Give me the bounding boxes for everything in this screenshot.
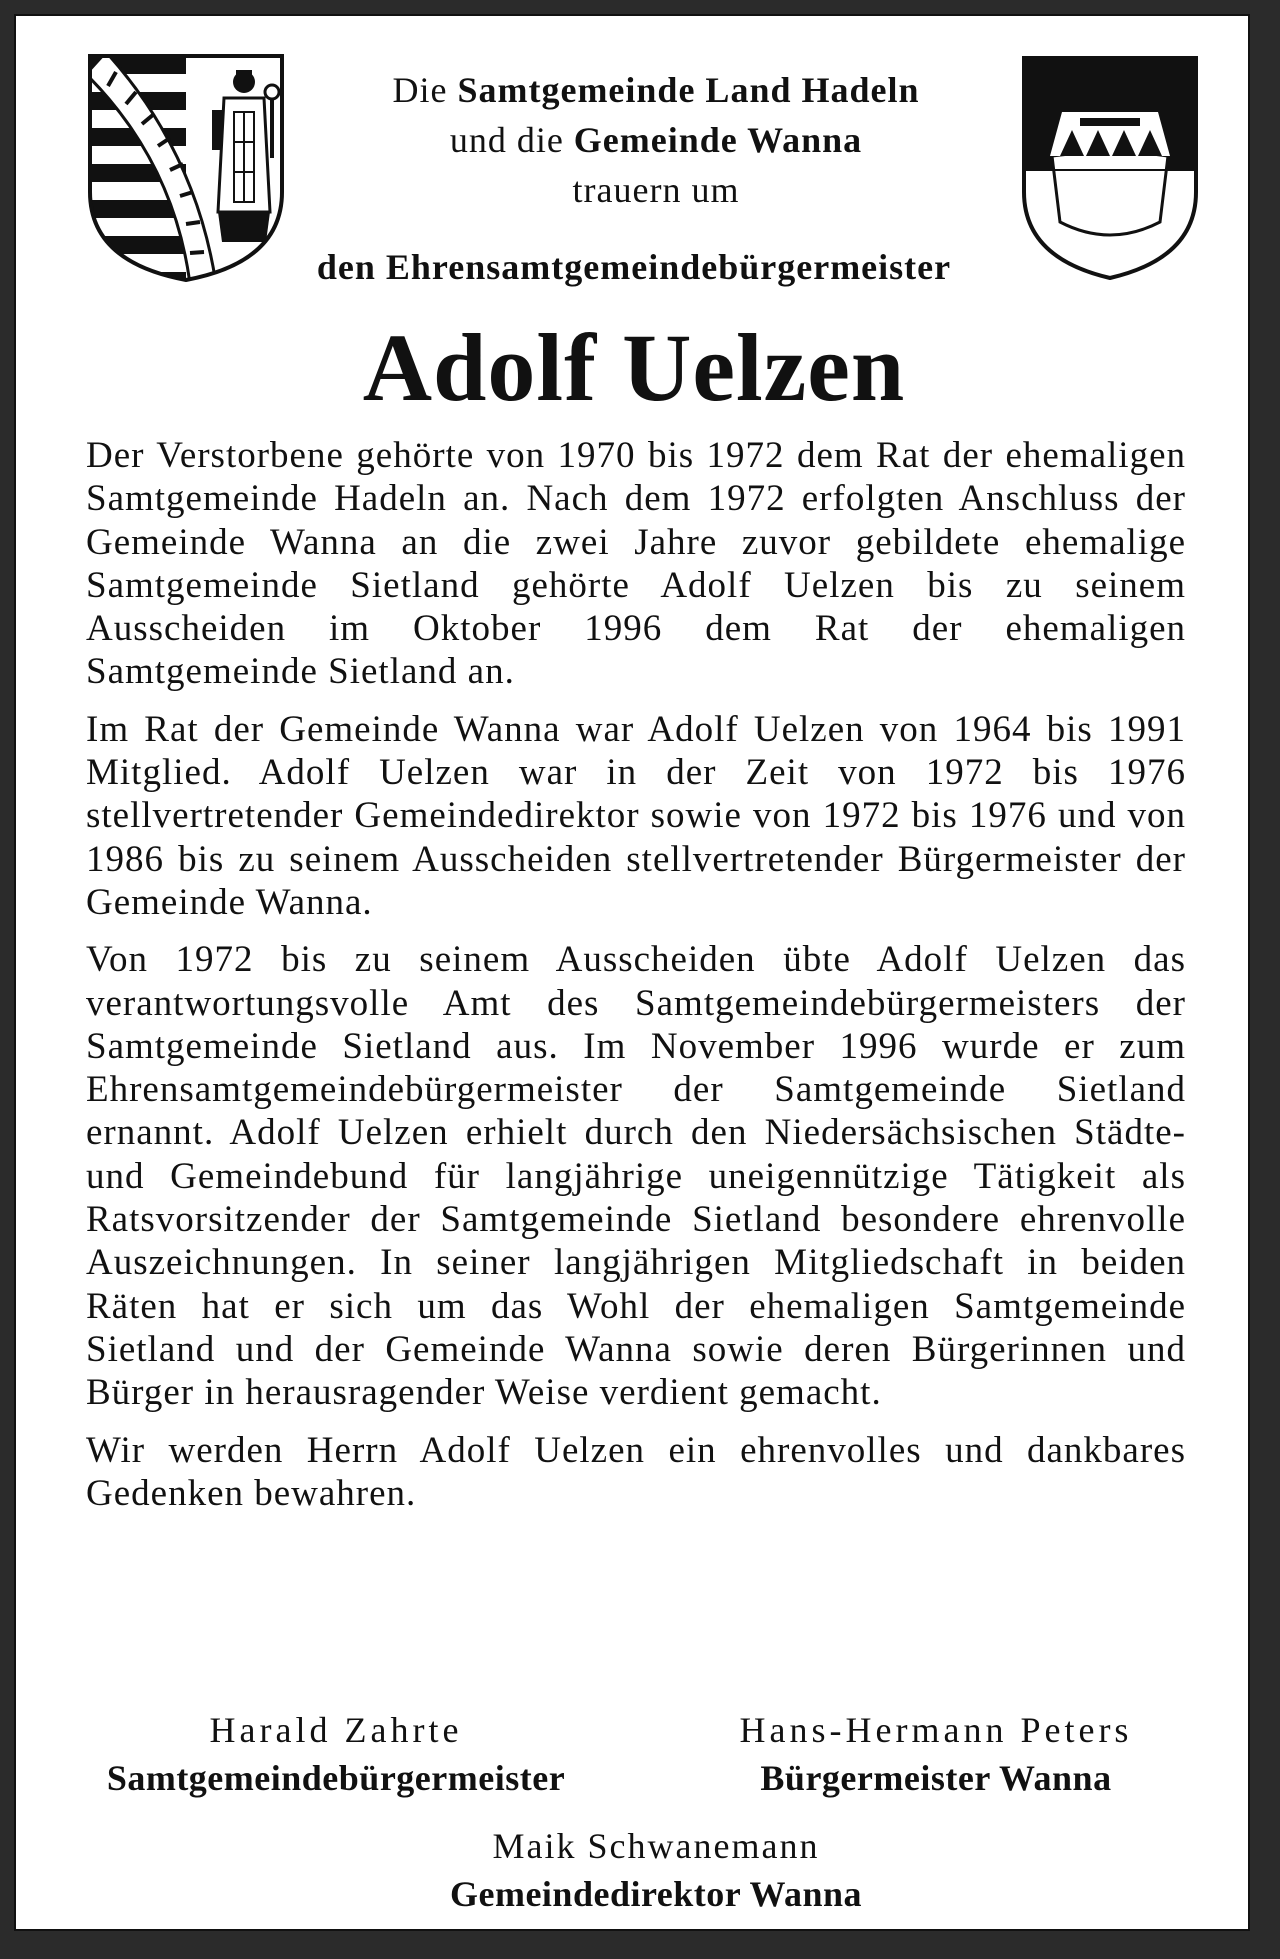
- header-line-3: trauern um: [572, 170, 740, 210]
- obituary-body: [86, 434, 1186, 1529]
- signature-block: [356, 1822, 956, 1918]
- signature-block: [656, 1706, 1216, 1802]
- paragraph: Der Verstorbene gehörte von 1970 bis 1972 dem Rat der ehemaligen Samtgemeinde Hadeln an. Nach dem 1972 erfolgten Anschluss der Gemeinde Wanna an die zwei Jahre zuvor gebildete ehemalige Samtgemeinde Sietland gehörte Adolf Uelzen bis zu seinem Ausscheiden im Oktober 1996 dem Rat der ehemaligen Samtgemeinde Sietland an.: [86, 435, 1186, 693]
- paragraph: Wir werden Herrn Adolf Uelzen ein ehrenvolles und dankbares Gedenken bewahren.: [86, 1429, 1186, 1514]
- signatory-role: Gemeindedirektor Wanna: [449, 1874, 863, 1914]
- honorary-title: den Ehrensamtgemeindebürgermeister: [316, 247, 952, 287]
- signatory-role: Bürgermeister Wanna: [760, 1758, 1112, 1798]
- paragraph: Im Rat der Gemeinde Wanna war Adolf Uelzen von 1964 bis 1991 Mitglied. Adolf Uelzen war in der Zeit von 1972 bis 1976 stellvertretender Gemeindedirektor sowie von 1972 bis 1976 und von 1986 bis zu seinem Ausscheiden stellvertretender Bürgermeister der Gemeinde Wanna.: [86, 708, 1186, 923]
- signatory-name: Hans-Hermann Peters: [739, 1710, 1133, 1750]
- signature-block: [86, 1706, 586, 1802]
- organization-name: Samtgemeinde Land Hadeln: [457, 70, 920, 110]
- signatory-name: Maik Schwanemann: [492, 1826, 820, 1866]
- header-line-1-pre: Die: [392, 70, 448, 110]
- obituary-notice: [14, 14, 1250, 1931]
- signatory-name: Harald Zahrte: [209, 1710, 463, 1750]
- deceased-name: Adolf Uelzen: [362, 314, 906, 421]
- paragraph: Von 1972 bis zu seinem Ausscheiden übte Adolf Uelzen das verantwortungsvolle Amt des Samtgemeindebürgermeisters der Samtgemeinde Sietland aus. Im November 1996 wurde er zum Ehrensamtgemeindebürgermeister der Samtgemeinde Sietland ernannt. Adolf Uelzen erhielt durch den Niedersächsischen Städte- und Gemeindebund für langjährige uneigennützige Tätigkeit als Ratsvorsitzender der Samtgemeinde Sietland besondere ehrenvolle Auszeichnungen. In seiner langjährigen Mitgliedschaft in beiden Räten hat er sich um das Wohl der ehemaligen Samtgemeinde Sietland und der Gemeinde Wanna sowie deren Bürgerinnen und Bürger in herausragender Weise verdient gemacht.: [86, 939, 1186, 1414]
- header-line-2-pre: und die: [449, 120, 564, 160]
- signatory-role: Samtgemeindebürgermeister: [106, 1758, 566, 1798]
- header-line-2: [246, 116, 1066, 164]
- municipality-name: Gemeinde Wanna: [573, 120, 863, 160]
- header-line-1: [246, 66, 1066, 114]
